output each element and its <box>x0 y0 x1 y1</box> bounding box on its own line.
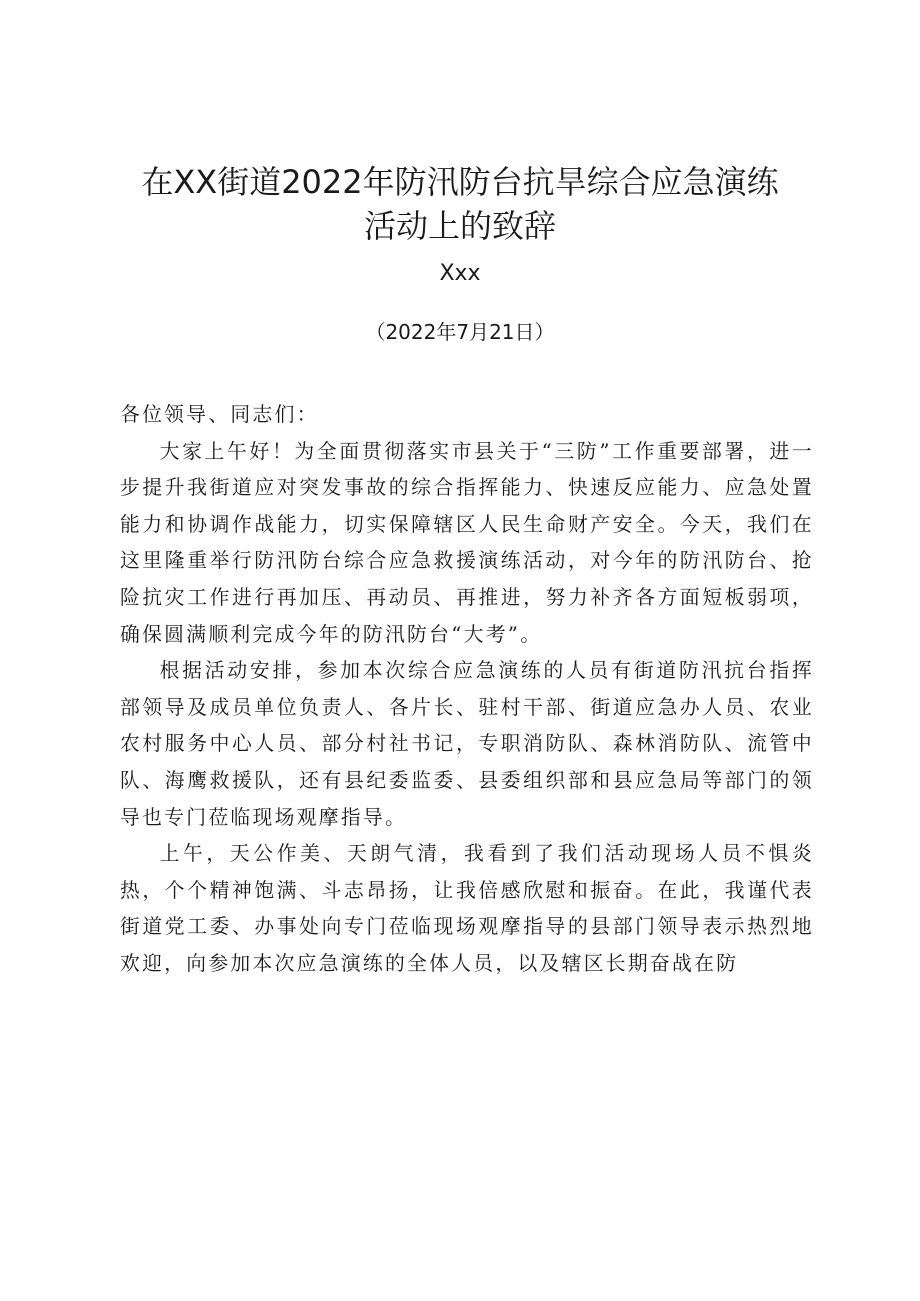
author-name: Xxx <box>439 261 481 286</box>
speech-date: （2022年7月21日） <box>365 320 555 344</box>
paragraph-2: 根据活动安排，参加本次综合应急演练的人员有街道防汛抗台指挥部领导及成员单位负责人、各片长、驻村干部、街道应急办人员、农业农村服务中心人员、部分村社书记，专职消防队、森林消防队、流管中队、海鹰救援队，还有县纪委监委、县委组织部和县应急局等部门的领导也专门莅临现场观摩指导。 <box>120 659 814 829</box>
title-line-1: 在XX街道2022年防汛防台抗旱综合应急演练 <box>141 163 779 201</box>
document-title <box>100 160 820 248</box>
paragraph-3: 上午，天公作美、天朗气清，我看到了我们活动现场人员不惧炎热，个个精神饱满、斗志昂扬，让我倍感欣慰和振奋。在此，我谨代表街道党工委、办事处向专门莅临现场观摩指导的县部门领导表示热烈地欢迎，向参加本次应急演练的全体人员，以及辖区长期奋战在防 <box>120 842 814 975</box>
salutation: 各位领导、同志们： <box>120 403 319 426</box>
speech-body <box>120 397 814 983</box>
paragraph-1: 大家上午好！为全面贯彻落实市县关于“三防”工作重要部署，进一步提升我街道应对突发事故的综合指挥能力、快速反应能力、应急处置能力和协调作战能力，切实保障辖区人民生命财产安全。今天，我们在这里隆重举行防汛防台综合应急救援演练活动，对今年的防汛防台、抢险抗灾工作进行再加压、再动员、再推进，努力补齐各方面短板弱项，确保圆满顺利完成今年的防汛防台“大考”。 <box>120 439 814 646</box>
title-line-2: 活动上的致辞 <box>363 207 556 245</box>
